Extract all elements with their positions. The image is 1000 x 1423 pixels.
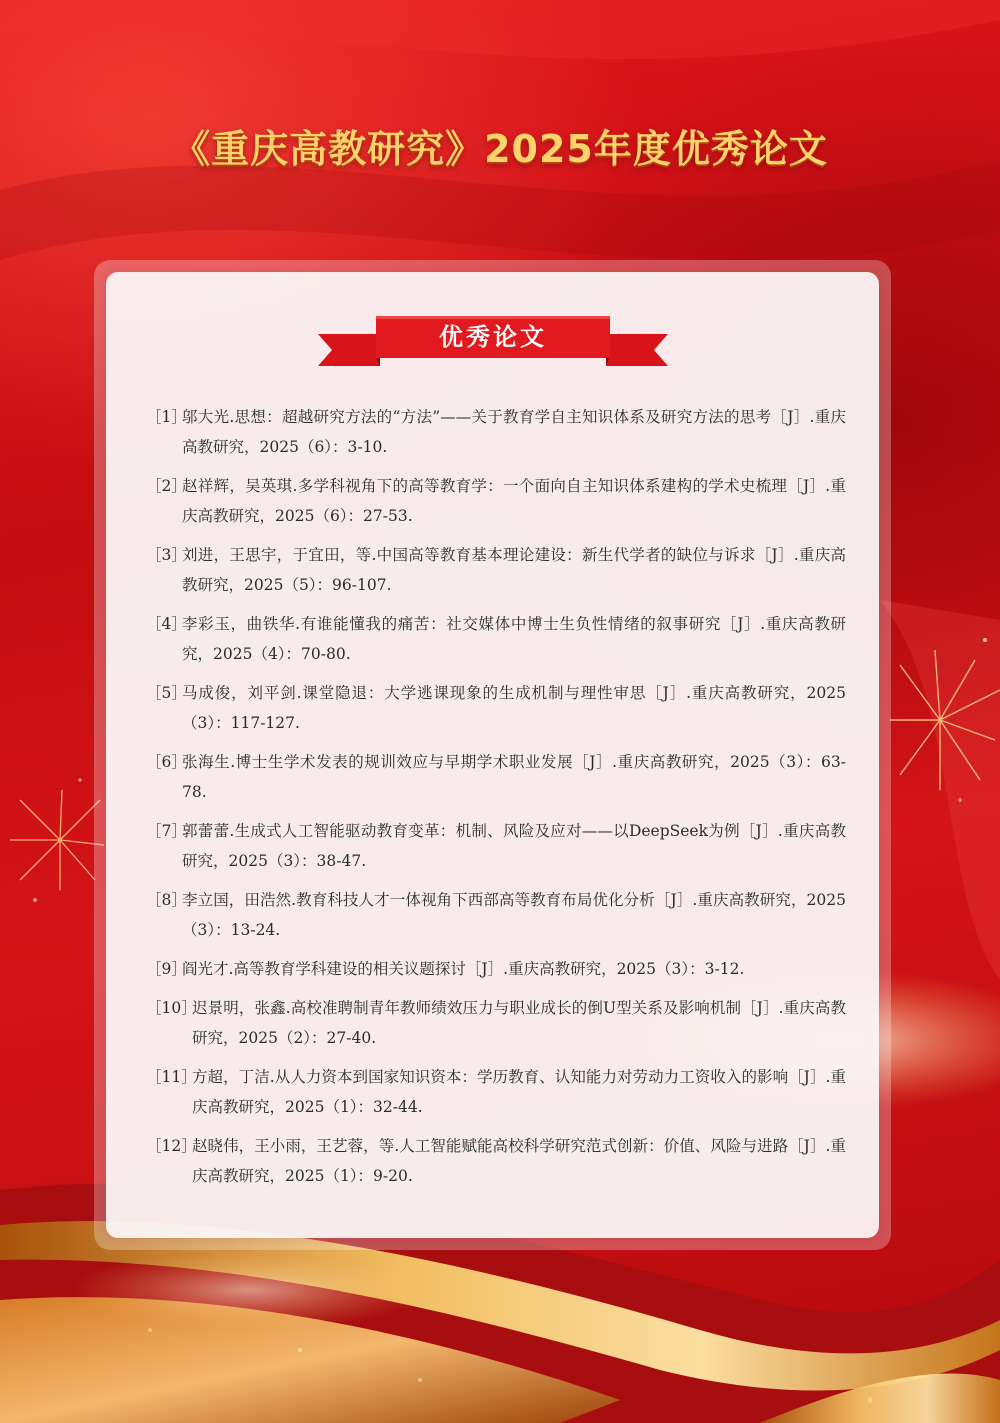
paper-citation: 刘进，王思宇，于宜田，等.中国高等教育基本理论建设：新生代学者的缺位与诉求［J］.重庆高教研究，2025（5）：96-107. (182, 546, 846, 594)
paper-citation: 邬大光.思想：超越研究方法的“方法”——关于教育学自主知识体系及研究方法的思考［J］.重庆高教研究，2025（6）：3-10. (182, 408, 846, 456)
paper-number: ［3］ (146, 546, 187, 564)
paper-number: ［2］ (146, 477, 187, 495)
paper-citation: 李彩玉，曲铁华.有谁能懂我的痛苦：社交媒体中博士生负性情绪的叙事研究［J］.重庆高教研究，2025（4）：70-80. (182, 615, 846, 663)
list-item (146, 609, 846, 669)
paper-citation: 马成俊，刘平剑.课堂隐退：大学逃课现象的生成机制与理性审思［J］.重庆高教研究，2025（3）：117-127. (182, 684, 846, 732)
paper-citation: 阎光才.高等教育学科建设的相关议题探讨［J］.重庆高教研究，2025（3）：3-12. (182, 960, 745, 978)
paper-citation: 张海生.博士生学术发表的规训效应与早期学术职业发展［J］.重庆高教研究，2025（3）：63-78. (182, 753, 846, 801)
paper-citation: 迟景明，张鑫.高校准聘制青年教师绩效压力与职业成长的倒U型关系及影响机制［J］.重庆高教研究，2025（2）：27-40. (192, 999, 846, 1047)
list-item (146, 954, 846, 984)
paper-number: ［5］ (146, 684, 187, 702)
paper-citation: 郭蕾蕾.生成式人工智能驱动教育变革：机制、风险及应对——以DeepSeek为例［J］.重庆高教研究，2025（3）：38-47. (182, 822, 846, 870)
paper-list (146, 402, 846, 1200)
paper-number: ［8］ (146, 891, 187, 909)
list-item (146, 540, 846, 600)
list-item (146, 471, 846, 531)
paper-citation: 李立国，田浩然.教育科技人才一体视角下西部高等教育布局优化分析［J］.重庆高教研究，2025（3）：13-24. (182, 891, 846, 939)
paper-number: ［12］ (146, 1137, 197, 1155)
list-item (146, 1131, 846, 1191)
list-item (146, 678, 846, 738)
paper-number: ［10］ (146, 999, 197, 1017)
list-item (146, 1062, 846, 1122)
paper-number: ［9］ (146, 960, 187, 978)
page-title: 《重庆高教研究》2025年度优秀论文 (172, 127, 828, 171)
paper-citation: 方超，丁洁.从人力资本到国家知识资本：学历教育、认知能力对劳动力工资收入的影响［J］.重庆高教研究，2025（1）：32-44. (192, 1068, 846, 1116)
silk-fold (0, 0, 1000, 59)
list-item (146, 402, 846, 462)
list-item (146, 816, 846, 876)
paper-number: ［6］ (146, 753, 187, 771)
light-glow (70, 1250, 430, 1330)
list-item (146, 747, 846, 807)
silk-fold (0, 160, 1000, 260)
list-item (146, 993, 846, 1053)
paper-number: ［11］ (146, 1068, 197, 1086)
section-title: 优秀论文 (439, 323, 547, 351)
list-item (146, 885, 846, 945)
paper-citation: 赵晓伟，王小雨，王艺蓉，等.人工智能赋能高校科学研究范式创新：价值、风险与进路［J］.重庆高教研究，2025（1）：9-20. (192, 1137, 846, 1185)
paper-number: ［4］ (146, 615, 187, 633)
paper-number: ［7］ (146, 822, 187, 840)
firework-left (10, 790, 104, 890)
paper-citation: 赵祥辉，吴英琪.多学科视角下的高等教育学：一个面向自主知识体系建构的学术史梳理［J］.重庆高教研究，2025（6）：27-53. (182, 477, 846, 525)
paper-number: ［1］ (146, 408, 187, 426)
